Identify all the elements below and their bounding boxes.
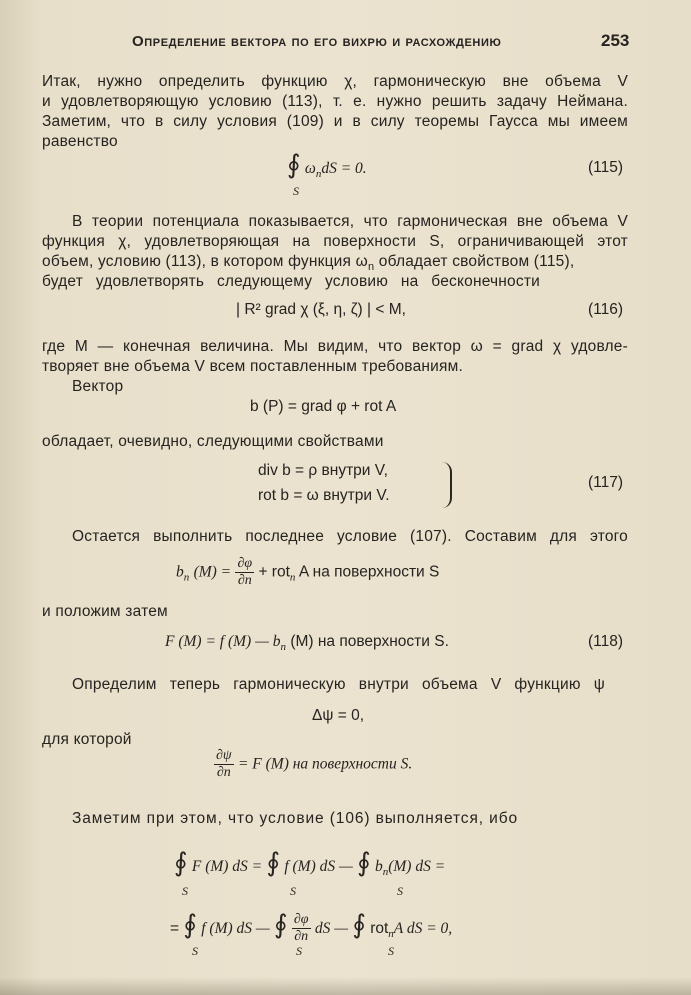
fraction: $\frac{\partial\varphi}{\partial n}$: [293, 912, 309, 945]
text-line: Вектор: [72, 378, 124, 395]
equation-115: ∮ $\omega_ndS = 0$.: [287, 150, 367, 181]
text-line: и удовлетворяющую условию (113), т. е. нужно решить задачу Неймана.: [42, 93, 628, 110]
text-line: Определим теперь гармоническую внутри объема V функцию ψ: [72, 676, 605, 693]
text-line: объем, условию (113), в котором функция $\omega_n$ обладает свойством (115),: [42, 253, 575, 274]
integral-domain: S: [293, 184, 299, 198]
equation-number: (118): [588, 633, 624, 650]
equation-118: F (M) = f (M) — $b_n$ (M) на поверхности S.: [165, 633, 449, 654]
text-line: где M — конечная величина. Мы видим, что вектор ω = grad χ удовле-: [42, 338, 628, 355]
integral-domain: S: [388, 944, 394, 958]
right-brace: [440, 462, 452, 508]
text-line: Заметим, что в силу условия (109) и в силу теоремы Гаусса мы имеем: [42, 113, 628, 130]
text-line: творяет вне объема V всем поставленным требованиям.: [42, 358, 463, 375]
text-line: функция χ, удовлетворяющая на поверхности S, ограничивающей этот: [42, 233, 628, 250]
equation-number: (115): [588, 159, 624, 176]
text-line: и положим затем: [42, 603, 168, 620]
equation-number: (116): [588, 301, 624, 318]
text-line: будет удовлетворять следующему условию на бесконечности: [42, 273, 540, 290]
integral-domain: S: [290, 884, 296, 898]
integral-domain: S: [192, 944, 198, 958]
contour-integral-symbol: ∮: [287, 150, 301, 180]
equation-bn: $b_n$ (M) = $\frac{\partial\varphi}{\partial n}$ + rot$_n$ A на поверхности S: [176, 556, 440, 588]
equation-number: (117): [588, 474, 624, 491]
text-line: Итак, нужно определить функцию χ, гармоническую вне объема V: [42, 73, 628, 90]
equation-laplace: Δψ = 0,: [312, 707, 364, 724]
equation-integrals-1: ∮ F (M) dS = ∮ f (M) dS — ∮ $b_n(M)$ dS =: [174, 848, 446, 879]
integral-domain: S: [397, 884, 403, 898]
equation-116: | R² grad χ (ξ, η, ζ) | < M,: [236, 301, 406, 318]
text-line: обладает, очевидно, следующими свойствами: [42, 433, 384, 450]
equation-117-line1: div b = ρ внутри V,: [258, 462, 388, 479]
fraction: $\frac{\partial\varphi}{\partial n}$: [237, 556, 253, 588]
equation-neumann: $\frac{\partial\psi}{\partial n}$ = F (M) на поверхности S.: [216, 748, 413, 780]
text-line: В теории потенциала показывается, что гармоническая вне объема V: [72, 213, 628, 230]
equation-b: b (P) = grad φ + rot A: [250, 398, 397, 415]
text-line: Заметим при этом, что условие (106) выполняется, ибо: [72, 810, 519, 827]
equation-117-line2: rot b = ω внутри V.: [258, 487, 390, 504]
page-number: 253: [601, 31, 630, 50]
integral-domain: S: [182, 884, 188, 898]
running-header-title: Определение вектора по его вихрю и расхождению: [132, 33, 502, 50]
text-line: для которой: [42, 731, 132, 748]
integral-domain: S: [296, 944, 302, 958]
page-shadow: [0, 977, 691, 995]
fraction: $\frac{\partial\psi}{\partial n}$: [216, 748, 232, 780]
equation-integrals-2: = ∮ f (M) dS — ∮ $\frac{\partial\varphi}{\partial n}$ dS — ∮ rot$_n$A dS = 0,: [170, 910, 453, 945]
text-line: Остается выполнить последнее условие (107). Составим для этого: [72, 528, 628, 545]
text-line: равенство: [42, 133, 118, 150]
